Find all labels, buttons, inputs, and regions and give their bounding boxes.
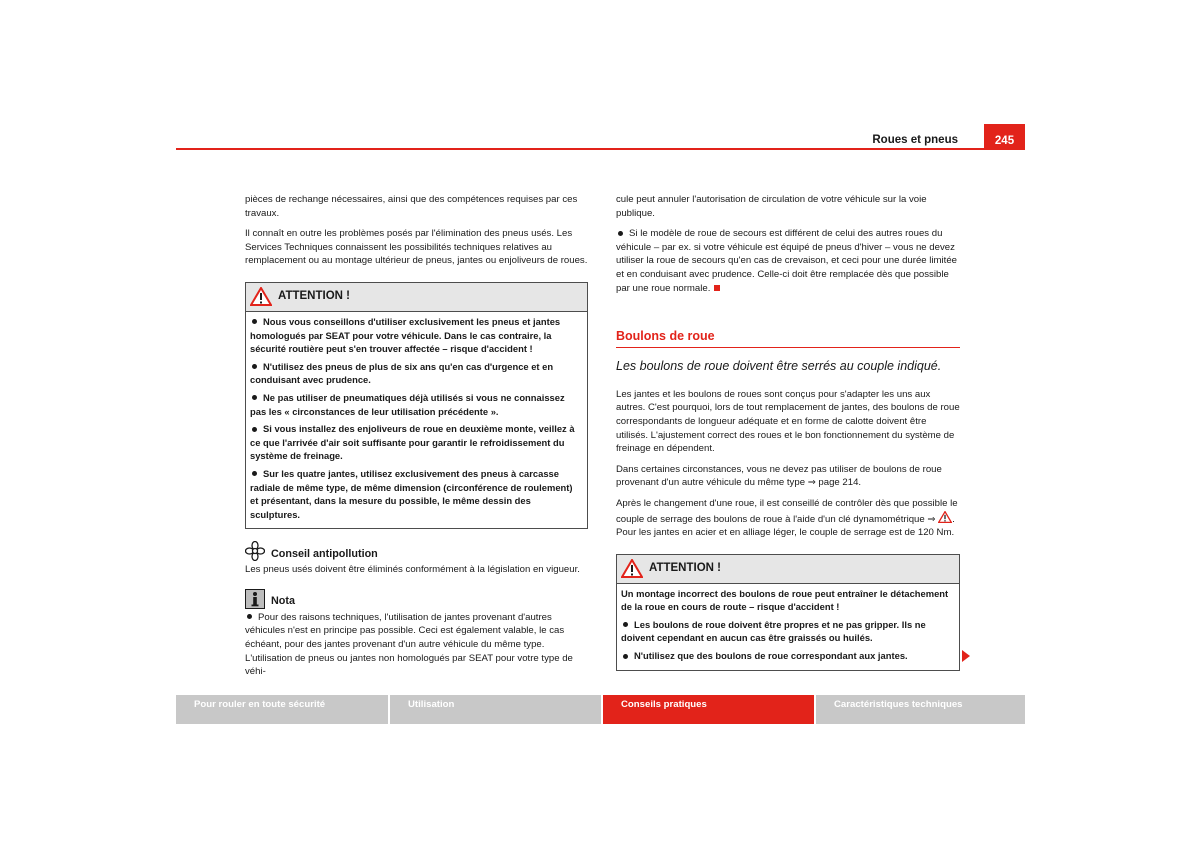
eco-title: Conseil antipollution <box>271 547 378 560</box>
paragraph: Si le modèle de roue de secours est différent de celui des autres roues du véhicule – par ex. si votre véhicule est équipé de pneus d'hiver – vous ne devez utiliser la roue de secours qu'en cas de crevaison, et ceci pour une durée limitée et en conduisant avec prudence. Celle-ci doit être remplacée dès que possible par une roue normale. <box>616 228 957 294</box>
left-column <box>245 193 588 686</box>
warning-triangle-icon <box>621 559 643 578</box>
footer-nav <box>176 695 1025 724</box>
warning-triangle-icon <box>938 511 952 523</box>
note-title: Nota <box>271 595 295 608</box>
warning-item: Si vous installez des enjoliveurs de roue en deuxième monte, veillez à ce que l'arrivée d'air soit suffisante pour garantir le refroidissement du système de freinage. <box>250 423 575 462</box>
chapter-title: Roues et pneus <box>872 134 958 146</box>
warning-body <box>617 584 959 670</box>
warning-item: N'utilisez que des boulons de roue correspondant aux jantes. <box>621 649 955 663</box>
paragraph: cule peut annuler l'autorisation de circulation de votre véhicule sur la voie publique. <box>616 194 927 219</box>
tab-utilisation[interactable]: Utilisation <box>390 695 601 724</box>
paragraph: Dans certaines circonstances, vous ne devez pas utiliser de boulons de roue provenant d'un autre véhicule du même type ⇒ page 214. <box>616 463 942 489</box>
bullet-icon <box>618 231 623 236</box>
page-number: 245 <box>984 124 1025 148</box>
paragraph: Les jantes et les boulons de roues sont conçus pour s'adapter les uns aux autres. C'est pourquoi, lors de tout remplacement de jantes, des boulons de roue correspondants de longueur adéquate et en forme de calotte doivent être utilisés. L'ajustement correct des roues et le bon fonctionnement du système de freinage en dépendent. <box>616 388 960 455</box>
section-subtitle: Les boulons de roue doivent être serrés au couple indiqué. <box>616 358 942 373</box>
right-column <box>616 193 960 683</box>
warning-header <box>246 283 587 312</box>
bullet-icon <box>247 614 252 619</box>
note-header <box>245 589 588 609</box>
paragraph: Il connaît en outre les problèmes posés par l'élimination des pneus usés. Les Services Techniques connaissent les possibilités techniques relatives au remplacement ou au montage ultérieur de pneus, jantes ou enjoliveurs de roues. <box>245 228 588 267</box>
warning-box <box>245 282 588 529</box>
end-marker-icon <box>714 285 720 291</box>
section-title: Boulons de roue <box>616 330 960 348</box>
warning-item: Ne pas utiliser de pneumatiques déjà utilisés si vous ne connaissez pas les « circonstances de leur utilisation précédente ». <box>250 391 565 417</box>
header-rule <box>176 148 1025 150</box>
warning-triangle-icon <box>250 287 272 306</box>
bullet-icon <box>252 364 257 369</box>
tab-conseils-pratiques[interactable]: Conseils pratiques <box>603 695 814 724</box>
warning-title: ATTENTION ! <box>649 561 721 574</box>
warning-box <box>616 554 960 671</box>
flower-eco-icon <box>245 541 265 561</box>
paragraph: Après le changement d'une roue, il est conseillé de contrôler dès que possible le couple de serrage des boulons de roue à l'aide d'un clé dynamométrique ⇒ . Pour les jantes en acier et en alliage léger, le couple de serrage est de 120 Nm. <box>616 497 958 539</box>
warning-item: Sur les quatre jantes, utilisez exclusivement des pneus à carcasse radiale de même type, de même dimension (circonférence de roulement) et présentant, dans la mesure du possible, le même dessin des sculptures. <box>250 467 573 520</box>
bullet-icon <box>252 427 257 432</box>
warning-header <box>617 555 959 584</box>
eco-text: Les pneus usés doivent être éliminés conformément à la législation en vigueur. <box>245 564 580 576</box>
bullet-icon <box>252 471 257 476</box>
warning-intro: Un montage incorrect des boulons de roue peut entraîner le détachement de la roue en cours de route – risque d'accident ! <box>621 587 949 613</box>
warning-item: N'utilisez des pneus de plus de six ans qu'en cas d'urgence et en conduisant avec prudence. <box>250 360 554 386</box>
bullet-icon <box>623 622 628 627</box>
warning-title: ATTENTION ! <box>278 290 350 303</box>
warning-item: Nous vous conseillons d'utiliser exclusivement les pneus et jantes homologués par SEAT pour votre véhicule. Dans le cas contraire, la sécurité routière peut s'en trouver affectée – risque d'accident ! <box>250 315 561 355</box>
paragraph: pièces de rechange nécessaires, ainsi que des compétences requises par ces travaux. <box>245 194 578 219</box>
note-text: Pour des raisons techniques, l'utilisation de jantes provenant d'autres véhicules n'est en principe pas possible. Ceci est également valable, le cas échéant, pour des jantes provenant d'un autre véhicule du même type. L'utilisation de pneus ou jantes non homologués par SEAT pour votre type de véhi- <box>245 611 573 678</box>
bullet-icon <box>623 654 628 659</box>
bullet-icon <box>252 395 257 400</box>
warning-item: Les boulons de roue doivent être propres et ne pas gripper. Ils ne doivent cependant en aucun cas être graissés ou huilés. <box>621 618 926 644</box>
tab-caracteristiques[interactable]: Caractéristiques techniques <box>816 695 1025 724</box>
eco-header <box>245 541 588 561</box>
warning-body <box>246 312 587 528</box>
tab-pour-rouler[interactable]: Pour rouler en toute sécurité <box>176 695 388 724</box>
bullet-icon <box>252 319 257 324</box>
next-page-arrow-icon[interactable] <box>962 650 970 662</box>
info-icon <box>245 589 265 609</box>
